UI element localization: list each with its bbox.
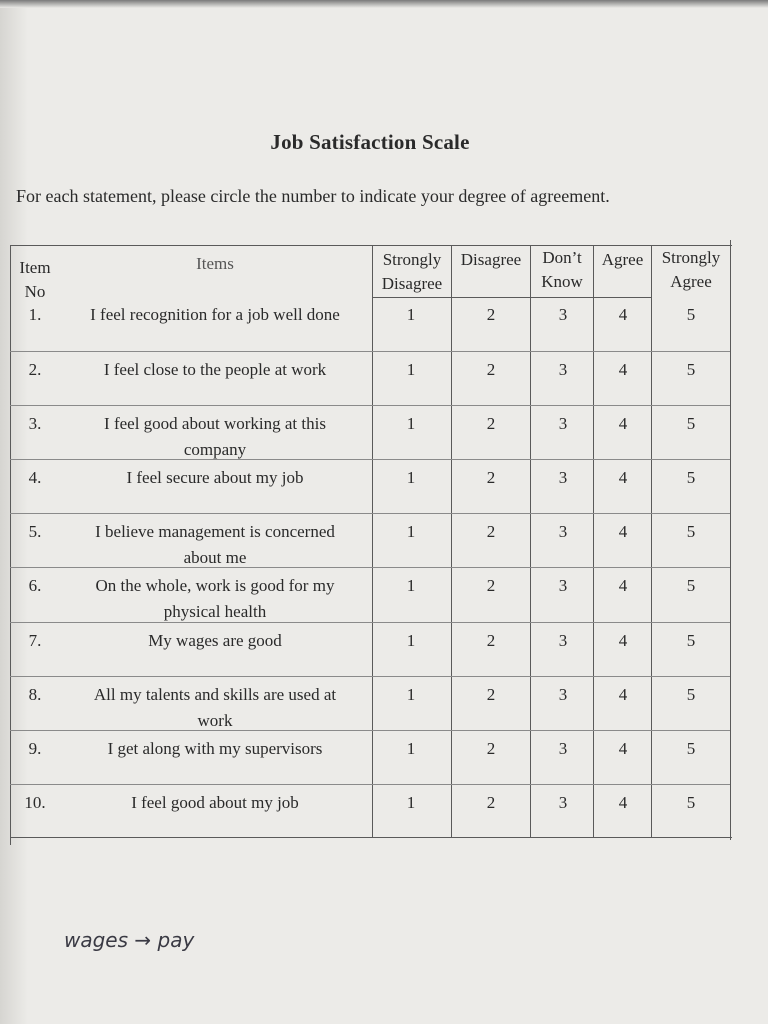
- score-disagree[interactable]: 2: [486, 522, 496, 541]
- table-row: [0, 790, 740, 844]
- item-statement: [60, 411, 370, 463]
- score-strongly-disagree[interactable]: 1: [406, 793, 416, 812]
- item-statement: [60, 519, 370, 571]
- item-number: 10.: [24, 793, 46, 812]
- score-disagree[interactable]: 2: [486, 305, 496, 324]
- score-dont-know[interactable]: 3: [558, 793, 568, 812]
- item-statement: [60, 790, 370, 816]
- table-row: [0, 519, 740, 573]
- item-statement-line: All my talents and skills are used at: [93, 685, 337, 704]
- score-agree[interactable]: 4: [618, 739, 628, 758]
- item-number: 4.: [28, 468, 42, 487]
- table-row: [0, 411, 740, 465]
- score-agree[interactable]: 4: [618, 685, 628, 704]
- table-row: [0, 628, 740, 682]
- item-number: 8.: [28, 685, 42, 704]
- score-agree[interactable]: 4: [618, 631, 628, 650]
- score-dont-know[interactable]: 3: [558, 685, 568, 704]
- score-strongly-disagree[interactable]: 1: [406, 739, 416, 758]
- row-divider: [10, 676, 730, 677]
- header-item-no-line1: Item: [19, 258, 51, 277]
- table-top-rule: [10, 245, 732, 246]
- row-divider: [10, 513, 730, 514]
- item-number: 1.: [28, 305, 42, 324]
- item-statement-line: I feel good about my job: [131, 793, 299, 812]
- score-strongly-agree[interactable]: 5: [686, 739, 696, 758]
- instructions: For each statement, please circle the number to indicate your degree of agreement.: [16, 186, 610, 206]
- score-disagree[interactable]: 2: [486, 468, 496, 487]
- table-row: [0, 302, 740, 356]
- score-strongly-agree[interactable]: 5: [686, 576, 696, 595]
- score-disagree[interactable]: 2: [486, 685, 496, 704]
- score-agree[interactable]: 4: [618, 522, 628, 541]
- score-strongly-agree[interactable]: 5: [686, 631, 696, 650]
- header-item-no-line2: No: [24, 282, 46, 301]
- score-strongly-agree[interactable]: 5: [686, 360, 696, 379]
- score-dont-know[interactable]: 3: [558, 739, 568, 758]
- item-statement-line: physical health: [163, 602, 267, 621]
- score-strongly-disagree[interactable]: 1: [406, 360, 416, 379]
- row-divider: [10, 622, 730, 623]
- row-divider: [10, 730, 730, 731]
- score-strongly-disagree[interactable]: 1: [406, 468, 416, 487]
- header-items: Items: [196, 254, 234, 273]
- row-divider: [10, 351, 730, 352]
- score-strongly-disagree[interactable]: 1: [406, 685, 416, 704]
- item-statement: [60, 302, 370, 328]
- score-agree[interactable]: 4: [618, 414, 628, 433]
- handwritten-note: wages → pay: [64, 928, 195, 952]
- item-statement: [60, 465, 370, 491]
- item-statement-line: about me: [183, 548, 247, 567]
- score-dont-know[interactable]: 3: [558, 414, 568, 433]
- header-dk-line1: Don’t: [542, 248, 582, 267]
- item-number: 3.: [28, 414, 42, 433]
- score-disagree[interactable]: 2: [486, 793, 496, 812]
- score-disagree[interactable]: 2: [486, 739, 496, 758]
- score-agree[interactable]: 4: [618, 793, 628, 812]
- score-agree[interactable]: 4: [618, 468, 628, 487]
- header-strongly-disagree: [374, 248, 450, 296]
- item-statement: [60, 628, 370, 654]
- score-disagree[interactable]: 2: [486, 360, 496, 379]
- row-divider: [10, 784, 730, 785]
- header-agree: Agree: [601, 250, 644, 269]
- score-strongly-disagree[interactable]: 1: [406, 631, 416, 650]
- item-statement-line: company: [183, 440, 247, 459]
- score-dont-know[interactable]: 3: [558, 468, 568, 487]
- score-strongly-disagree[interactable]: 1: [406, 305, 416, 324]
- item-statement-line: I believe management is concerned: [95, 522, 335, 541]
- table-row: [0, 465, 740, 519]
- item-number: 6.: [28, 576, 42, 595]
- score-strongly-agree[interactable]: 5: [686, 793, 696, 812]
- score-strongly-agree[interactable]: 5: [686, 522, 696, 541]
- item-statement-line: On the whole, work is good for my: [95, 576, 335, 595]
- score-strongly-disagree[interactable]: 1: [406, 414, 416, 433]
- item-statement-line: I feel secure about my job: [126, 468, 304, 487]
- table-row: [0, 682, 740, 736]
- table-row: [0, 357, 740, 411]
- score-strongly-agree[interactable]: 5: [686, 468, 696, 487]
- table-row: [0, 573, 740, 627]
- row-divider: [10, 459, 730, 460]
- row-divider: [10, 405, 730, 406]
- item-statement-line: I get along with my supervisors: [107, 739, 323, 758]
- row-divider: [10, 567, 730, 568]
- score-dont-know[interactable]: 3: [558, 305, 568, 324]
- item-statement: [60, 736, 370, 762]
- item-statement: [60, 357, 370, 383]
- score-dont-know[interactable]: 3: [558, 522, 568, 541]
- item-statement: [60, 682, 370, 734]
- score-strongly-agree[interactable]: 5: [686, 685, 696, 704]
- header-subrule: [372, 297, 651, 298]
- score-agree[interactable]: 4: [618, 305, 628, 324]
- item-statement: [60, 573, 370, 625]
- page-title: Job Satisfaction Scale: [270, 130, 470, 154]
- header-sd-line1: Strongly: [382, 250, 442, 269]
- score-strongly-agree[interactable]: 5: [686, 305, 696, 324]
- header-disagree: Disagree: [460, 250, 522, 269]
- score-strongly-disagree[interactable]: 1: [406, 522, 416, 541]
- item-statement-line: I feel recognition for a job well done: [90, 305, 340, 324]
- score-dont-know[interactable]: 3: [558, 360, 568, 379]
- item-statement-line: work: [197, 711, 233, 730]
- score-dont-know[interactable]: 3: [558, 576, 568, 595]
- score-disagree[interactable]: 2: [486, 631, 496, 650]
- item-statement-line: I feel close to the people at work: [103, 360, 327, 379]
- scan-top-edge: [0, 0, 768, 8]
- score-disagree[interactable]: 2: [486, 576, 496, 595]
- item-number: 2.: [28, 360, 42, 379]
- score-dont-know[interactable]: 3: [558, 631, 568, 650]
- header-strongly-agree: [652, 246, 730, 294]
- item-number: 9.: [28, 739, 42, 758]
- header-dk-line2: Know: [541, 272, 583, 291]
- header-sa-line1: Strongly: [661, 248, 721, 267]
- score-strongly-disagree[interactable]: 1: [406, 576, 416, 595]
- item-number: 5.: [28, 522, 42, 541]
- item-statement-line: I feel good about working at this: [104, 414, 326, 433]
- header-dont-know: [531, 246, 593, 294]
- header-sa-line2: Agree: [670, 272, 712, 291]
- score-agree[interactable]: 4: [618, 360, 628, 379]
- item-statement-line: My wages are good: [148, 631, 282, 650]
- score-strongly-agree[interactable]: 5: [686, 414, 696, 433]
- item-number: 7.: [28, 631, 42, 650]
- score-agree[interactable]: 4: [618, 576, 628, 595]
- header-sd-line2: Disagree: [381, 274, 443, 293]
- header-item-no: [14, 256, 56, 304]
- score-disagree[interactable]: 2: [486, 414, 496, 433]
- table-row: [0, 736, 740, 790]
